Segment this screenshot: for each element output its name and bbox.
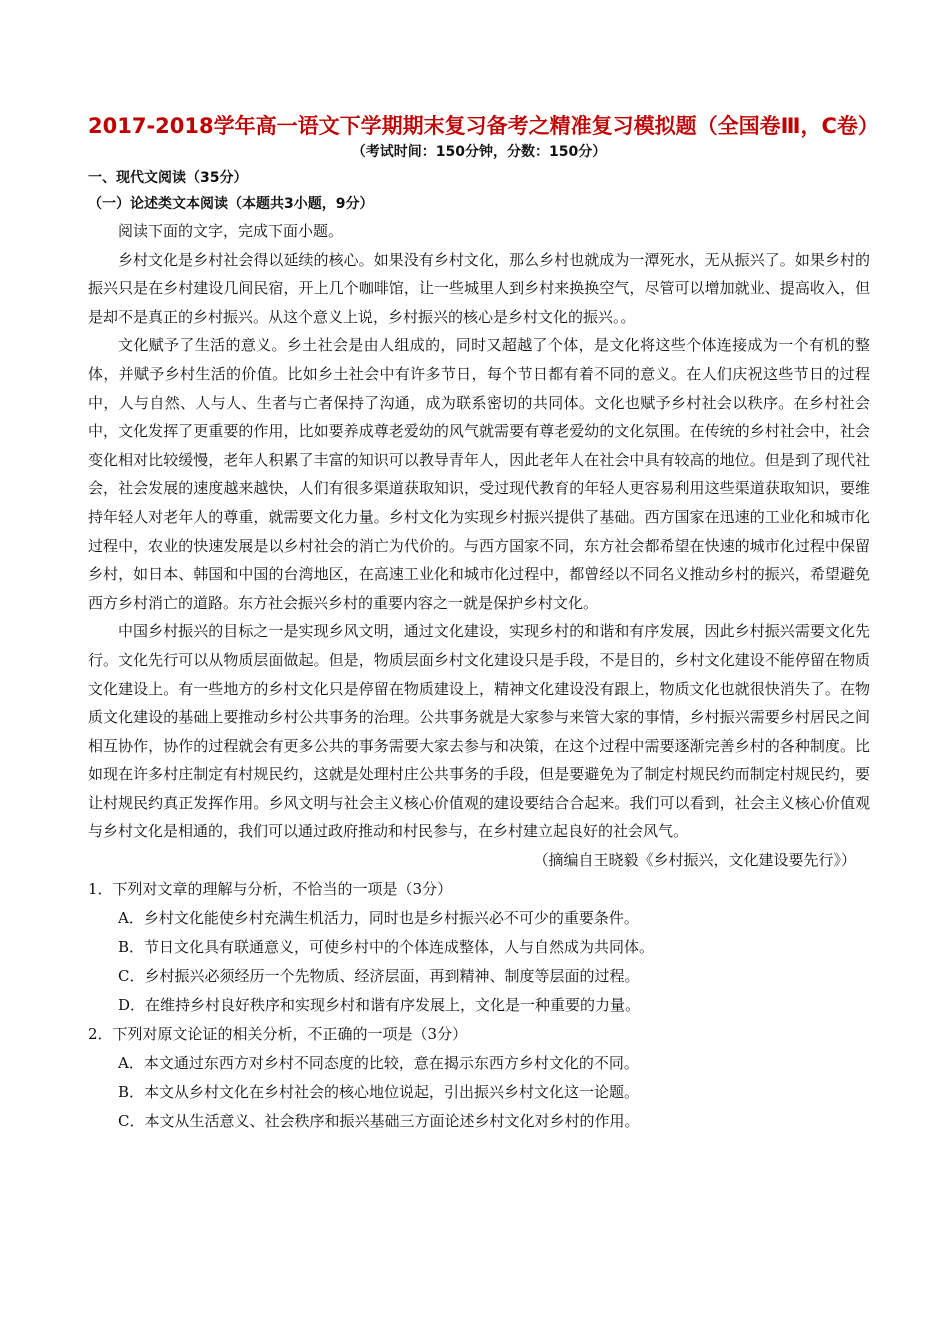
question-option: A．本文通过东西方对乡村不同态度的比较，意在揭示东西方乡村文化的不同。 — [118, 1054, 639, 1073]
subsection-heading: （一）论述类文本阅读（本题共3小题，9分） — [88, 196, 374, 212]
question-option: A．乡村文化能使乡村充满生机活力，同时也是乡村振兴必不可少的重要条件。 — [118, 909, 639, 928]
passage-paragraph-3: 中国乡村振兴的目标之一是实现乡风文明，通过文化建设，实现乡村的和谐和有序发展，因此乡村振兴需要文化先行。文化先行可以从物质层面做起。但是，物质层面乡村文化建设只是手段，不是目的，乡村文化建设不能停留在物质文化建设上。有一些地方的乡村文化只是停留在物质建设上，精神文化建设没有跟上，物质文化也就很快消失了。在物质文化建设的基础上要推动乡村公共事务的治理。公共事务就是大家参与来管大家的事情，乡村振兴需要乡村居民之间相互协作，协作的过程就会有更多公共的事务需要大家去参与和决策，在这个过程中需要逐渐完善乡村的各种制度。比如现在许多村庄制定有村规民约，这就是处理村庄公共事务的手段，但是要避免为了制定村规民约而制定村规民约，要让村规民约真正发挥作用。乡风文明与社会主义核心价值观的建设要结合合起来。我们可以看到，社会主义核心价值观与乡村文化是相通的，我们可以通过政府推动和村民参与，在乡村建立起良好的社会风气。 — [88, 622, 870, 841]
question-option: C．本文从生活意义、社会秩序和振兴基础三方面论述乡村文化对乡村的作用。 — [118, 1112, 640, 1131]
question-2 — [88, 1020, 870, 1136]
exam-info: （考试时间：150分钟，分数：150分） — [351, 144, 607, 160]
section-heading: 一、现代文阅读（35分） — [88, 170, 248, 186]
question-option: B．本文从乡村文化在乡村社会的核心地位说起，引出振兴乡村文化这一论题。 — [118, 1083, 640, 1102]
question-stem: 1．下列对文章的理解与分析，不恰当的一项是（3分） — [88, 880, 453, 899]
passage-paragraph-2: 文化赋予了生活的意义。乡土社会是由人组成的，同时又超越了个体，是文化将这些个体连接成为一个有机的整体，并赋予乡村生活的价值。比如乡土社会中有许多节日，每个节日都有着不同的意义。在人们庆祝这些节日的过程中，人与自然、人与人、生者与亡者保持了沟通，成为联系密切的共同体。文化也赋予乡村社会以秩序。在乡村社会中，文化发挥了更重要的作用，比如要养成尊老爱幼的风气就需要有尊老爱幼的文化氛围。在传统的乡村社会中，社会变化相对比较缓慢，老年人积累了丰富的知识可以教导青年人，因此老年人在社会中具有较高的地位。但是到了现代社会，社会发展的速度越来越快，人们有很多渠道获取知识，受过现代教育的年轻人更容易利用这些渠道获取知识，要维持年轻人对老年人的尊重，就需要文化力量。乡村文化为实现乡村振兴提供了基础。西方国家在迅速的工业化和城市化过程中，农业的快速发展是以乡村社会的消亡为代价的。与西方国家不同，东方社会都希望在快速的城市化过程中保留乡村，如日本、韩国和中国的台湾地区，在高速工业化和城市化过程中，都曾经以不同名义推动乡村的振兴，希望避免西方乡村消亡的道路。东方社会振兴乡村的重要内容之一就是保护乡村文化。 — [88, 336, 870, 612]
question-option: B．节日文化具有联通意义，可使乡村中的个体连成整体，人与自然成为共同体。 — [118, 938, 655, 957]
passage-source: （摘编自王晓毅《乡村振兴，文化建设要先行》） — [533, 851, 856, 870]
passage-paragraph-1: 乡村文化是乡村社会得以延续的核心。如果没有乡村文化，那么乡村也就成为一潭死水，无从振兴了。如果乡村的振兴只是在乡村建设几间民宿，开上几个咖啡馆，让一些城里人到乡村来换换空气，尽管可以增加就业、提高收入，但是却不是真正的乡村振兴。从这个意义上说，乡村振兴的核心是乡村文化的振兴。。 — [88, 250, 870, 326]
question-option: D．在维持乡村良好秩序和实现乡村和谐有序发展上，文化是一种重要的力量。 — [118, 996, 641, 1015]
question-1 — [88, 875, 870, 1020]
reading-instruction: 阅读下面的文字，完成下面小题。 — [118, 222, 344, 240]
question-option: C．乡村振兴必须经历一个先物质、经济层面，再到精神、制度等层面的过程。 — [118, 967, 640, 986]
document-title: 2017-2018学年高一语文下学期期末复习备考之精准复习模拟题（全国卷Ⅲ，C卷） — [88, 114, 879, 138]
exam-page — [88, 112, 879, 1136]
question-stem: 2．下列对原文论证的相关分析，不正确的一项是（3分） — [88, 1025, 468, 1044]
